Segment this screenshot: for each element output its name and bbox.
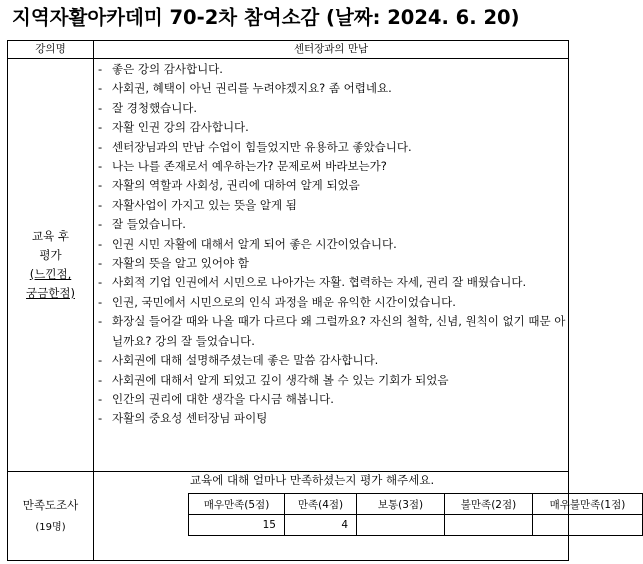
satisfaction-label bbox=[8, 472, 94, 561]
value-cell bbox=[445, 515, 533, 536]
value-cell: 15 bbox=[189, 515, 285, 536]
list-item: - 사회적 기업 인권에서 시민으로 나아가는 자활. 협력하는 자세, 권리 잘 배웠습니다. bbox=[98, 275, 527, 290]
header-row bbox=[8, 41, 569, 59]
satisfaction-table bbox=[188, 493, 643, 536]
list-item: - 센터장님과의 만남 수업이 힘들었지만 유용하고 좋았습니다. bbox=[98, 139, 412, 154]
column-header: 매우만족(5점) bbox=[189, 494, 285, 515]
satisfaction-question: 교육에 대해 얼마나 만족하셨는지 평가 해주세요. bbox=[190, 473, 435, 487]
list-item: - 잘 들었습니다. bbox=[98, 217, 186, 232]
list-item: - 인간의 권리에 대한 생각을 다시금 해봅니다. bbox=[98, 391, 334, 406]
feedback-row bbox=[8, 59, 569, 472]
list-item: - 자활의 역할과 사회성, 권리에 대하여 알게 되었음 bbox=[98, 178, 360, 193]
satisfaction-row bbox=[8, 472, 569, 561]
list-item: - 자활의 중요성 센터장님 파이팅 bbox=[98, 411, 268, 426]
header-lecture-label: 강의명 bbox=[8, 41, 94, 59]
list-item: - 나는 나를 존재로서 예우하는가? 문제로써 바라보는가? bbox=[98, 159, 387, 174]
feedback-label-line4: 궁금한점) bbox=[26, 286, 75, 300]
satisfaction-value-row bbox=[189, 515, 643, 536]
value-cell bbox=[533, 515, 643, 536]
page-title: 지역자활아카데미 70-2차 참여소감 (날짜: 2024. 6. 20) bbox=[12, 6, 520, 29]
header-lecture-name: 센터장과의 만남 bbox=[94, 41, 569, 59]
satisfaction-content bbox=[94, 472, 626, 561]
column-header: 보통(3점) bbox=[357, 494, 445, 515]
feedback-label bbox=[8, 59, 94, 472]
respondent-count: (19명) bbox=[35, 522, 66, 533]
list-item: - 인권, 국민에서 시민으로의 인식 과정을 배운 유익한 시간이었습니다. bbox=[98, 294, 456, 309]
satisfaction-label-text: 만족도조사 bbox=[22, 498, 79, 512]
list-item: - 자활 인권 강의 감사합니다. bbox=[98, 120, 249, 135]
column-header: 매우불만족(1점) bbox=[533, 494, 643, 515]
feedback-label-line1: 교육 후 bbox=[32, 229, 69, 243]
list-item: - 좋은 강의 감사합니다. bbox=[98, 62, 223, 76]
feedback-content bbox=[94, 59, 569, 472]
satisfaction-header-row bbox=[189, 494, 643, 515]
feedback-label-line3: (느낀점, bbox=[29, 267, 72, 281]
feedback-list bbox=[94, 59, 568, 429]
list-item: - 자활의 뜻을 알고 있어야 함 bbox=[98, 256, 249, 271]
list-item: - 사회권에 대해서 알게 되었고 깊이 생각해 볼 수 있는 기회가 되었음 bbox=[98, 372, 449, 387]
list-item: - 인권 시민 자활에 대해서 알게 되어 좋은 시간이었습니다. bbox=[98, 236, 397, 251]
value-cell bbox=[357, 515, 445, 536]
value-cell: 4 bbox=[285, 515, 357, 536]
list-item: - 사회권에 대해 설명해주셨는데 좋은 말씀 감사합니다. bbox=[98, 353, 379, 368]
list-item: - 잘 경청했습니다. bbox=[98, 100, 198, 115]
list-item: - 화장실 들어갈 때와 나올 때가 다르다 왜 그럴까요? 자신의 철학, 신념, 원칙이 없기 때문 아닐까요? 강의 잘 들었습니다. bbox=[98, 314, 566, 348]
list-item: - 사회권, 혜택이 아닌 권리를 누려야겠지요? 좀 어렵네요. bbox=[98, 81, 392, 96]
column-header: 불만족(2점) bbox=[445, 494, 533, 515]
feedback-form-table bbox=[7, 40, 626, 561]
column-header: 만족(4점) bbox=[285, 494, 357, 515]
feedback-label-line2: 평가 bbox=[39, 248, 62, 262]
list-item: - 자활사업이 가지고 있는 뜻을 알게 됨 bbox=[98, 197, 297, 212]
